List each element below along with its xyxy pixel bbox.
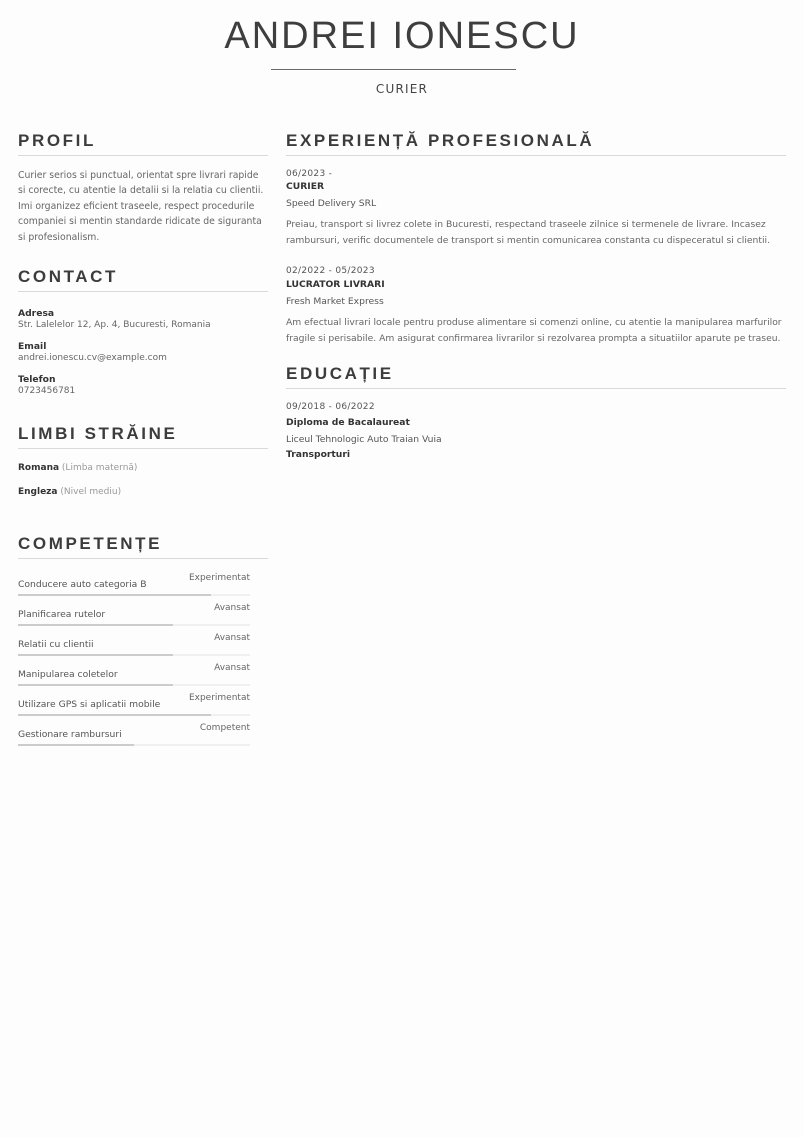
profile-divider (18, 155, 268, 156)
language-item (18, 487, 121, 497)
skill-item (18, 601, 250, 631)
language-name: Engleza (18, 487, 58, 497)
name-divider (271, 69, 516, 70)
education-date: 09/2018 - 06/2022 (286, 402, 375, 412)
contact-heading: CONTACT (18, 267, 119, 286)
phone-label: Telefon (18, 374, 56, 385)
experience-description: Preiau, transport si livrez colete in Bucuresti, respectand traseele zilnice si termenele de livrare. Incasez rambursuri, verific documentele de transport si mentin comunicarea constanta cu dispeceratul si clientii. (286, 219, 770, 246)
language-level: (Limba maternă) (61, 463, 138, 473)
skill-level: Avansat (214, 603, 250, 613)
skill-bar-fill (18, 594, 211, 596)
skill-item (18, 631, 250, 661)
skill-bar-fill (18, 684, 173, 686)
experience-company: Fresh Market Express (286, 296, 384, 307)
experience-title: CURIER (286, 181, 325, 192)
address-value: Str. Lalelelor 12, Ap. 4, Bucuresti, Romania (18, 320, 211, 330)
skills-heading: COMPETENȚE (18, 534, 163, 553)
skill-bar-fill (18, 654, 173, 656)
address-label: Adresa (18, 308, 55, 319)
skill-bar (18, 624, 250, 626)
profile-text: Curier serios si punctual, orientat spre livrari rapide si corecte, cu atentie la detalii si la relatia cu clientii. Imi organizez eficient traseele, respect procedurile companiei si mentin standarde ridicate de siguranta si profesionalism. (18, 170, 264, 243)
skill-level: Avansat (214, 633, 250, 643)
experience-description: Am efectual livrari locale pentru produse alimentare si comenzi online, cu atentie la manipularea marfurilor fragile si perisabile. Am asigurat confirmarea livrarilor si rezolvarea prompta a situatiilor aparute pe traseu. (286, 317, 782, 344)
skill-name: Planificarea rutelor (18, 609, 106, 620)
language-level: (Nivel mediu) (60, 487, 122, 497)
skill-bar-fill (18, 744, 134, 746)
skill-name: Manipularea coletelor (18, 669, 118, 680)
skill-name: Conducere auto categoria B (18, 579, 147, 590)
skill-bar (18, 684, 250, 686)
education-field: Transporturi (286, 449, 351, 460)
education-heading: EDUCAȚIE (286, 364, 394, 383)
language-item (18, 463, 137, 473)
experience-date: 02/2022 - 05/2023 (286, 266, 375, 276)
skill-level: Experimentat (188, 693, 250, 703)
skill-item (18, 571, 250, 601)
education-school: Liceul Tehnologic Auto Traian Vuia (286, 434, 442, 445)
experience-title: LUCRATOR LIVRARI (286, 279, 385, 290)
skill-bar-fill (18, 624, 173, 626)
contact-divider (18, 291, 268, 292)
language-name: Romana (18, 463, 60, 473)
skill-name: Relatii cu clientii (18, 639, 94, 650)
skill-item (18, 721, 250, 751)
skill-bar (18, 714, 250, 716)
skill-item (18, 661, 250, 691)
skill-bar (18, 744, 250, 746)
skill-bar (18, 594, 250, 596)
experience-heading: EXPERIENȚĂ PROFESIONALĂ (286, 131, 595, 150)
skill-bar (18, 654, 250, 656)
languages-heading: LIMBI STRĂINE (18, 424, 178, 443)
skill-item (18, 691, 250, 721)
languages-divider (18, 448, 268, 449)
skills-divider (18, 558, 268, 559)
skill-level: Competent (199, 723, 250, 733)
email-label: Email (18, 341, 47, 352)
skill-name: Utilizare GPS si aplicatii mobile (18, 699, 161, 710)
job-title: CURIER (375, 82, 429, 96)
skill-level: Avansat (214, 663, 250, 673)
experience-divider (286, 155, 786, 156)
education-degree: Diploma de Bacalaureat (286, 417, 410, 428)
education-divider (286, 388, 786, 389)
profile-heading: PROFIL (18, 131, 96, 150)
experience-date: 06/2023 - (286, 169, 333, 179)
experience-company: Speed Delivery SRL (286, 198, 377, 209)
phone-value[interactable]: 0723456781 (18, 386, 76, 396)
email-value[interactable]: andrei.ionescu.cv@example.com (18, 353, 167, 363)
candidate-name: ANDREI IONESCU (224, 15, 580, 57)
skill-bar-fill (18, 714, 211, 716)
skill-level: Experimentat (188, 573, 250, 583)
skill-name: Gestionare rambursuri (18, 729, 122, 740)
